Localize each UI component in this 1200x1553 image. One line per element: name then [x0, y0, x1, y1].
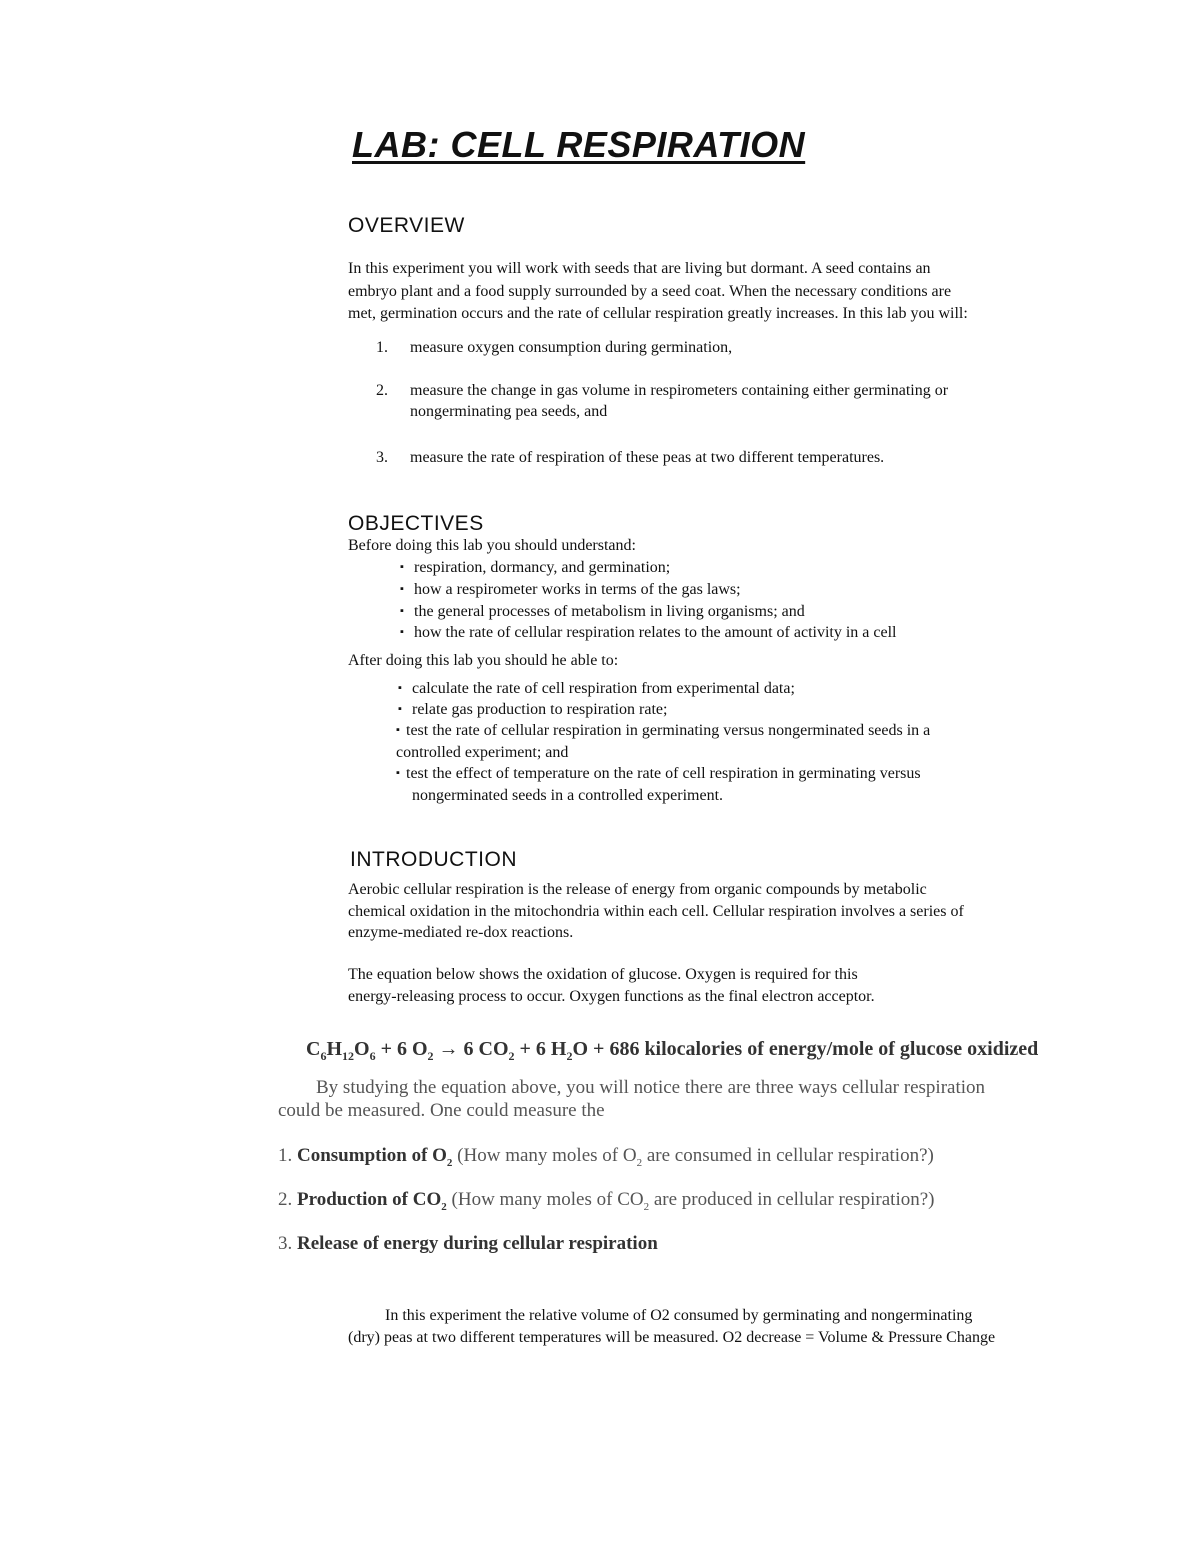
list-item: ▪ respiration, dormancy, and germination;	[400, 559, 671, 576]
list-number: 2.	[376, 382, 388, 399]
closing-line: (dry) peas at two different temperatures will be measured. O2 decrease = Volume & Pressure Change	[348, 1329, 996, 1346]
study-line: By studying the equation above, you will notice there are three ways cellular respiration	[316, 1077, 986, 1098]
overview-line: met, germination occurs and the rate of cellular respiration greatly increases. In this lab you will:	[348, 305, 968, 322]
introduction-heading: INTRODUCTION	[350, 848, 517, 871]
objectives-heading: OBJECTIVES	[348, 512, 484, 535]
bullet-icon: ▪	[398, 703, 402, 715]
bullet-icon: ▪	[398, 682, 402, 694]
overview-heading: OVERVIEW	[348, 214, 465, 237]
bullet-icon: ▪	[400, 561, 404, 573]
study-line: could be measured. One could measure the	[278, 1100, 605, 1121]
bullet-icon: ▪	[400, 605, 404, 617]
page-title: LAB: CELL RESPIRATION	[352, 124, 806, 165]
list-item-continued: nongerminated seeds in a controlled experiment.	[412, 787, 724, 804]
intro-line: enzyme-mediated re-dox reactions.	[348, 924, 574, 941]
list-item: ▪ the general processes of metabolism in living organisms; and	[400, 603, 805, 620]
overview-line: embryo plant and a food supply surrounded by a seed coat. When the necessary conditions are	[348, 283, 952, 300]
objectives-before-intro: Before doing this lab you should understand:	[348, 537, 636, 554]
list-item: ▪ how a respirometer works in terms of the gas laws;	[400, 581, 741, 598]
overview-line: In this experiment you will work with seeds that are living but dormant. A seed contains an	[348, 260, 931, 277]
list-item: ▪ test the rate of cellular respiration in germinating versus nongerminated seeds in a	[396, 722, 931, 739]
intro-line: Aerobic cellular respiration is the release of energy from organic compounds by metabolic	[348, 881, 927, 898]
list-item: ▪ relate gas production to respiration rate;	[398, 701, 668, 718]
list-item: measure the rate of respiration of these peas at two different temperatures.	[410, 449, 885, 466]
intro-line: The equation below shows the oxidation of glucose. Oxygen is required for this	[348, 966, 858, 983]
list-item: ▪ test the effect of temperature on the rate of cell respiration in germinating versus	[396, 765, 921, 782]
list-number: 3.	[376, 449, 388, 466]
intro-line: energy-releasing process to occur. Oxygen functions as the final electron acceptor.	[348, 988, 875, 1005]
bullet-icon: ▪	[396, 724, 400, 736]
measure-item: 1. Consumption of $O_2$ (How many moles of $O_2$ are consumed in cellular respiration?)	[278, 1145, 934, 1169]
list-item: measure the change in gas volume in respirometers containing either germinating or	[410, 382, 949, 399]
measure-item: 3. Release of energy during cellular respiration	[278, 1233, 658, 1254]
objectives-after-intro: After doing this lab you should he able to:	[348, 652, 619, 669]
closing-line: In this experiment the relative volume of O2 consumed by germinating and nongerminating	[385, 1307, 973, 1324]
measure-item: 2. Production of $CO_2$ (How many moles of $CO_2$ are produced in cellular respiration?)	[278, 1189, 935, 1213]
list-item: measure oxygen consumption during germination,	[410, 339, 733, 356]
bullet-icon: ▪	[400, 626, 404, 638]
list-number: 1.	[376, 339, 388, 356]
list-item: ▪ calculate the rate of cell respiration from experimental data;	[398, 680, 795, 697]
list-item-continued: controlled experiment; and	[396, 744, 569, 761]
glucose-equation: $C_6H_{12}O_6 + 6$ $O_2 \to 6$ $CO_2 + 6$ $H_2O + 686$ kilocalories of energy/mole of glucose oxidized	[306, 1038, 1039, 1063]
list-item: ▪ how the rate of cellular respiration relates to the amount of activity in a cell	[400, 624, 897, 641]
bullet-icon: ▪	[400, 583, 404, 595]
bullet-icon: ▪	[396, 767, 400, 779]
intro-line: chemical oxidation in the mitochondria within each cell. Cellular respiration involves a series of	[348, 903, 964, 920]
list-item: nongerminating pea seeds, and	[410, 403, 608, 420]
